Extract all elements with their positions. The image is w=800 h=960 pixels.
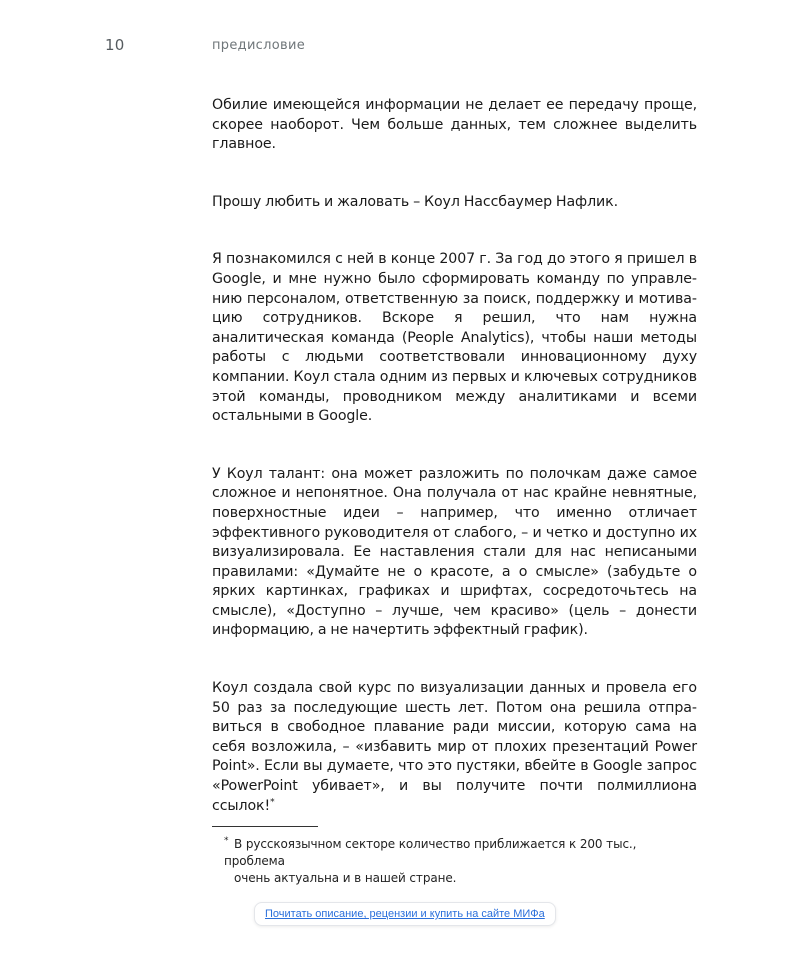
paragraph-4: У Коул талант: она может разложить по полочкам даже самое сложное и непонятное. Она получала от нас крайне невнятные, поверхностные идеи – например, что именно отличает эффективного руководителя от слабого, – и четко и доступно их визуализировала. Ее наставления стали для нас неписаными правилами: «Думайте не о красоте, а о смысле» (забудьте о ярких картинках, графиках и шрифтах, сосредоточьтесь на смысле), «Доступно – лучше, чем красиво» (цель – донести информацию, а не начертить эффектный график).: [212, 465, 697, 639]
footnote-line-2: очень актуальна и в нашей стране.: [234, 871, 457, 885]
paragraph-2: Прошу любить и жаловать – Коул Нассбаумер Нафлик.: [212, 193, 619, 210]
footnote-reference: *: [270, 796, 275, 807]
footnote-text-1: В русскоязычном секторе количество приближается к 200 тыс., проблема: [224, 837, 637, 868]
paragraph-5: [212, 679, 697, 816]
paragraph-3: Я познакомился с ней в конце 2007 г. За год до этого я пришел в Google, и мне нужно было сформировать команду по управлению персоналом, ответственную за поиск, поддержку и мотивацию сотрудников. Вскоре я решил, что нам нужна аналитическая команда (People Analytics), чтобы наши методы работы с людьми соответствовали инновационному духу компании. Коул стала одним из первых и ключевых сотрудников этой команды, проводником между аналитиками и всеми остальными в Google.: [212, 251, 697, 425]
running-head: предисловие: [212, 38, 306, 53]
footnote-divider: [212, 826, 318, 827]
footnote-line-1: * В русскоязычном секторе количество приближается к 200 тыс., проблема: [224, 836, 637, 868]
paragraph-1: Обилие имеющейся информации не делает ее передачу проще, скорее наоборот. Чем больше данных, тем сложнее выделить главное.: [212, 97, 697, 153]
main-text-column: [212, 96, 697, 816]
paragraph-5-text: Коул создала свой курс по визуализации данных и провела его 50 раз за последующие шесть лет. Потом она решила отправиться в свободное плавание ради миссии, которую сама на себя возложила, – «избавить мир от плохих презентаций Power Point». Если вы думаете, что это пустяки, вбейте в Google запрос «PowerPoint убивает», и вы получите почти полмиллиона ссылок!: [212, 680, 697, 814]
page-number: 10: [105, 36, 125, 54]
footnote: [224, 836, 694, 887]
buy-book-link[interactable]: Почитать описание, рецензии и купить на сайте МИФа: [254, 902, 556, 926]
